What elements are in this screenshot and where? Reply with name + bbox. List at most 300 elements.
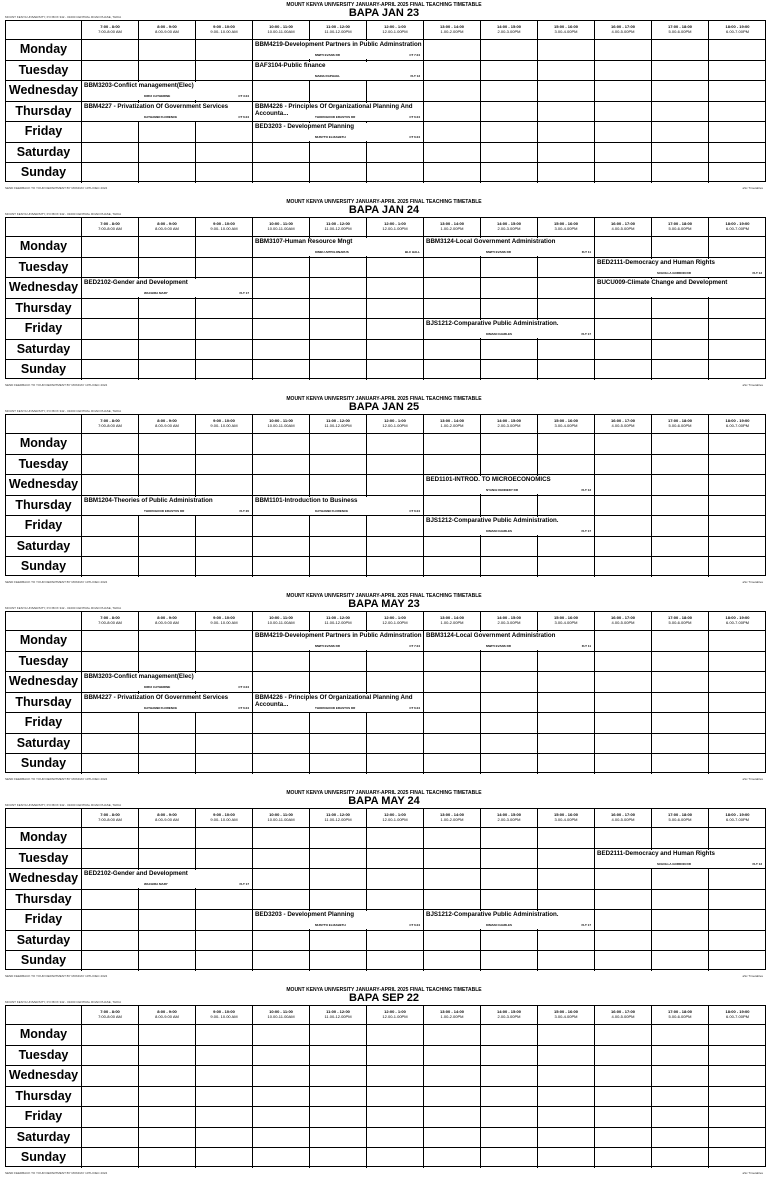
slot-cell[interactable] [253, 754, 310, 774]
slot-cell[interactable] [367, 828, 424, 848]
slot-cell[interactable] [538, 951, 595, 971]
slot-cell[interactable] [367, 1148, 424, 1168]
slot-cell[interactable] [82, 258, 139, 278]
slot-cell[interactable] [595, 1128, 652, 1148]
slot-cell[interactable] [139, 122, 196, 142]
slot-cell[interactable] [538, 360, 595, 380]
slot-cell[interactable] [196, 734, 253, 754]
slot-cell[interactable] [367, 81, 424, 101]
slot-cell[interactable] [310, 516, 367, 536]
slot-cell[interactable] [538, 122, 595, 142]
slot-cell[interactable] [367, 713, 424, 733]
slot-cell[interactable] [139, 61, 196, 81]
slot-cell[interactable] [424, 869, 481, 889]
slot-cell[interactable] [139, 828, 196, 848]
slot-cell[interactable] [196, 828, 253, 848]
slot-cell[interactable] [538, 672, 595, 692]
slot-cell[interactable] [424, 754, 481, 774]
slot-cell[interactable] [424, 299, 481, 319]
slot-cell[interactable] [253, 1107, 310, 1127]
slot-cell[interactable] [82, 299, 139, 319]
slot-cell[interactable] [310, 1066, 367, 1086]
slot-cell[interactable] [481, 496, 538, 516]
slot-cell[interactable] [196, 475, 253, 495]
slot-cell[interactable] [253, 537, 310, 557]
slot-cell[interactable] [652, 340, 709, 360]
slot-cell[interactable] [253, 434, 310, 454]
slot-cell[interactable] [253, 163, 310, 183]
slot-cell[interactable] [481, 931, 538, 951]
slot-cell[interactable] [82, 931, 139, 951]
slot-cell[interactable] [481, 713, 538, 733]
slot-cell[interactable] [481, 890, 538, 910]
slot-cell[interactable] [367, 1046, 424, 1066]
slot-cell[interactable] [481, 143, 538, 163]
slot-cell[interactable] [253, 1128, 310, 1148]
slot-cell[interactable] [424, 951, 481, 971]
slot-cell[interactable] [481, 557, 538, 577]
slot-cell[interactable] [538, 258, 595, 278]
slot-cell[interactable] [481, 360, 538, 380]
slot-cell[interactable] [367, 299, 424, 319]
slot-cell[interactable] [196, 360, 253, 380]
slot-cell[interactable] [196, 849, 253, 869]
slot-cell[interactable] [481, 434, 538, 454]
slot-cell[interactable] [652, 122, 709, 142]
slot-cell[interactable] [310, 1128, 367, 1148]
slot-cell[interactable] [253, 81, 310, 101]
slot-cell[interactable] [139, 40, 196, 60]
slot-cell[interactable] [82, 652, 139, 672]
slot-cell[interactable] [196, 631, 253, 651]
slot-cell[interactable] [481, 455, 538, 475]
slot-cell[interactable] [82, 40, 139, 60]
slot-cell[interactable] [424, 693, 481, 713]
slot-cell[interactable] [196, 61, 253, 81]
slot-cell[interactable] [253, 455, 310, 475]
slot-cell[interactable] [652, 734, 709, 754]
slot-cell[interactable] [196, 652, 253, 672]
slot-cell[interactable] [538, 734, 595, 754]
slot-cell[interactable] [253, 299, 310, 319]
slot-cell[interactable] [481, 1066, 538, 1086]
slot-cell[interactable] [424, 455, 481, 475]
slot-cell[interactable] [253, 672, 310, 692]
slot-cell[interactable] [367, 434, 424, 454]
slot-cell[interactable] [424, 278, 481, 298]
class-session[interactable] [426, 911, 593, 929]
slot-cell[interactable] [652, 455, 709, 475]
slot-cell[interactable] [538, 1087, 595, 1107]
slot-cell[interactable] [367, 869, 424, 889]
slot-cell[interactable] [196, 1148, 253, 1168]
slot-cell[interactable] [595, 869, 652, 889]
slot-cell[interactable] [538, 849, 595, 869]
slot-cell[interactable] [310, 537, 367, 557]
slot-cell[interactable] [595, 910, 652, 930]
slot-cell[interactable] [82, 61, 139, 81]
slot-cell[interactable] [82, 849, 139, 869]
slot-cell[interactable] [196, 455, 253, 475]
slot-cell[interactable] [424, 931, 481, 951]
slot-cell[interactable] [310, 672, 367, 692]
slot-cell[interactable] [652, 237, 709, 257]
class-session[interactable] [255, 62, 422, 80]
class-session[interactable] [84, 82, 251, 100]
slot-cell[interactable] [538, 61, 595, 81]
slot-cell[interactable] [196, 237, 253, 257]
slot-cell[interactable] [82, 340, 139, 360]
slot-cell[interactable] [595, 1066, 652, 1086]
slot-cell[interactable] [196, 1107, 253, 1127]
slot-cell[interactable] [367, 734, 424, 754]
slot-cell[interactable] [310, 931, 367, 951]
slot-cell[interactable] [424, 258, 481, 278]
slot-cell[interactable] [652, 869, 709, 889]
slot-cell[interactable] [82, 713, 139, 733]
class-session[interactable] [597, 259, 764, 277]
slot-cell[interactable] [595, 1148, 652, 1168]
class-session[interactable] [84, 673, 251, 691]
slot-cell[interactable] [196, 1066, 253, 1086]
slot-cell[interactable] [481, 828, 538, 848]
slot-cell[interactable] [367, 1128, 424, 1148]
slot-cell[interactable] [196, 516, 253, 536]
slot-cell[interactable] [139, 713, 196, 733]
slot-cell[interactable] [595, 557, 652, 577]
slot-cell[interactable] [196, 890, 253, 910]
slot-cell[interactable] [310, 869, 367, 889]
slot-cell[interactable] [652, 61, 709, 81]
slot-cell[interactable] [424, 713, 481, 733]
slot-cell[interactable] [652, 496, 709, 516]
slot-cell[interactable] [196, 557, 253, 577]
slot-cell[interactable] [538, 890, 595, 910]
slot-cell[interactable] [652, 537, 709, 557]
slot-cell[interactable] [424, 340, 481, 360]
slot-cell[interactable] [196, 299, 253, 319]
slot-cell[interactable] [652, 475, 709, 495]
slot-cell[interactable] [481, 537, 538, 557]
slot-cell[interactable] [595, 163, 652, 183]
slot-cell[interactable] [424, 672, 481, 692]
class-session[interactable] [255, 123, 422, 141]
slot-cell[interactable] [424, 1066, 481, 1086]
slot-cell[interactable] [424, 360, 481, 380]
slot-cell[interactable] [367, 258, 424, 278]
slot-cell[interactable] [424, 122, 481, 142]
slot-cell[interactable] [538, 340, 595, 360]
slot-cell[interactable] [652, 81, 709, 101]
slot-cell[interactable] [310, 340, 367, 360]
slot-cell[interactable] [139, 516, 196, 536]
slot-cell[interactable] [595, 890, 652, 910]
slot-cell[interactable] [367, 163, 424, 183]
slot-cell[interactable] [595, 61, 652, 81]
class-session[interactable] [255, 497, 422, 515]
slot-cell[interactable] [538, 828, 595, 848]
slot-cell[interactable] [538, 693, 595, 713]
slot-cell[interactable] [595, 1025, 652, 1045]
slot-cell[interactable] [595, 631, 652, 651]
class-session[interactable] [255, 694, 422, 712]
slot-cell[interactable] [82, 434, 139, 454]
slot-cell[interactable] [253, 143, 310, 163]
slot-cell[interactable] [310, 299, 367, 319]
slot-cell[interactable] [424, 496, 481, 516]
slot-cell[interactable] [652, 693, 709, 713]
slot-cell[interactable] [139, 319, 196, 339]
slot-cell[interactable] [139, 931, 196, 951]
slot-cell[interactable] [310, 360, 367, 380]
slot-cell[interactable] [82, 122, 139, 142]
slot-cell[interactable] [424, 434, 481, 454]
slot-cell[interactable] [253, 516, 310, 536]
slot-cell[interactable] [82, 557, 139, 577]
slot-cell[interactable] [367, 652, 424, 672]
slot-cell[interactable] [481, 652, 538, 672]
slot-cell[interactable] [82, 828, 139, 848]
slot-cell[interactable] [196, 951, 253, 971]
slot-cell[interactable] [481, 278, 538, 298]
slot-cell[interactable] [139, 237, 196, 257]
slot-cell[interactable] [82, 143, 139, 163]
slot-cell[interactable] [310, 1107, 367, 1127]
slot-cell[interactable] [196, 258, 253, 278]
slot-cell[interactable] [196, 434, 253, 454]
slot-cell[interactable] [139, 1066, 196, 1086]
slot-cell[interactable] [253, 890, 310, 910]
slot-cell[interactable] [253, 278, 310, 298]
slot-cell[interactable] [253, 1046, 310, 1066]
slot-cell[interactable] [538, 1107, 595, 1127]
slot-cell[interactable] [367, 143, 424, 163]
slot-cell[interactable] [652, 631, 709, 651]
slot-cell[interactable] [595, 299, 652, 319]
slot-cell[interactable] [652, 1046, 709, 1066]
slot-cell[interactable] [82, 1025, 139, 1045]
slot-cell[interactable] [196, 143, 253, 163]
slot-cell[interactable] [139, 1128, 196, 1148]
slot-cell[interactable] [196, 910, 253, 930]
slot-cell[interactable] [595, 672, 652, 692]
slot-cell[interactable] [310, 713, 367, 733]
slot-cell[interactable] [139, 1148, 196, 1168]
slot-cell[interactable] [310, 434, 367, 454]
slot-cell[interactable] [82, 910, 139, 930]
slot-cell[interactable] [139, 360, 196, 380]
slot-cell[interactable] [196, 713, 253, 733]
slot-cell[interactable] [481, 258, 538, 278]
slot-cell[interactable] [196, 340, 253, 360]
slot-cell[interactable] [538, 1148, 595, 1168]
slot-cell[interactable] [538, 40, 595, 60]
slot-cell[interactable] [196, 1025, 253, 1045]
slot-cell[interactable] [253, 340, 310, 360]
slot-cell[interactable] [652, 299, 709, 319]
slot-cell[interactable] [367, 672, 424, 692]
slot-cell[interactable] [310, 734, 367, 754]
slot-cell[interactable] [652, 1087, 709, 1107]
slot-cell[interactable] [367, 1087, 424, 1107]
slot-cell[interactable] [139, 910, 196, 930]
slot-cell[interactable] [196, 40, 253, 60]
slot-cell[interactable] [367, 557, 424, 577]
slot-cell[interactable] [196, 1087, 253, 1107]
slot-cell[interactable] [253, 475, 310, 495]
slot-cell[interactable] [481, 163, 538, 183]
class-session[interactable] [84, 870, 251, 888]
slot-cell[interactable] [253, 1087, 310, 1107]
slot-cell[interactable] [424, 652, 481, 672]
class-session[interactable] [255, 103, 422, 121]
class-session[interactable] [597, 850, 764, 868]
slot-cell[interactable] [139, 258, 196, 278]
slot-cell[interactable] [538, 931, 595, 951]
slot-cell[interactable] [310, 258, 367, 278]
slot-cell[interactable] [253, 828, 310, 848]
slot-cell[interactable] [595, 754, 652, 774]
slot-cell[interactable] [424, 40, 481, 60]
slot-cell[interactable] [82, 475, 139, 495]
slot-cell[interactable] [139, 1046, 196, 1066]
slot-cell[interactable] [595, 693, 652, 713]
slot-cell[interactable] [367, 951, 424, 971]
slot-cell[interactable] [424, 1025, 481, 1045]
slot-cell[interactable] [652, 1107, 709, 1127]
slot-cell[interactable] [538, 81, 595, 101]
slot-cell[interactable] [652, 557, 709, 577]
slot-cell[interactable] [139, 951, 196, 971]
slot-cell[interactable] [595, 434, 652, 454]
slot-cell[interactable] [310, 1046, 367, 1066]
slot-cell[interactable] [538, 143, 595, 163]
slot-cell[interactable] [538, 557, 595, 577]
slot-cell[interactable] [424, 890, 481, 910]
slot-cell[interactable] [595, 1107, 652, 1127]
slot-cell[interactable] [310, 81, 367, 101]
slot-cell[interactable] [538, 102, 595, 122]
slot-cell[interactable] [310, 1087, 367, 1107]
slot-cell[interactable] [367, 931, 424, 951]
slot-cell[interactable] [652, 40, 709, 60]
slot-cell[interactable] [595, 319, 652, 339]
slot-cell[interactable] [82, 455, 139, 475]
slot-cell[interactable] [538, 299, 595, 319]
slot-cell[interactable] [424, 102, 481, 122]
class-session[interactable] [597, 279, 764, 297]
slot-cell[interactable] [82, 1087, 139, 1107]
slot-cell[interactable] [595, 1046, 652, 1066]
slot-cell[interactable] [652, 652, 709, 672]
slot-cell[interactable] [424, 1128, 481, 1148]
slot-cell[interactable] [481, 1128, 538, 1148]
slot-cell[interactable] [139, 849, 196, 869]
slot-cell[interactable] [196, 537, 253, 557]
class-session[interactable] [426, 632, 593, 650]
slot-cell[interactable] [481, 869, 538, 889]
slot-cell[interactable] [424, 1046, 481, 1066]
slot-cell[interactable] [310, 163, 367, 183]
slot-cell[interactable] [652, 713, 709, 733]
slot-cell[interactable] [82, 516, 139, 536]
slot-cell[interactable] [139, 631, 196, 651]
slot-cell[interactable] [253, 1066, 310, 1086]
slot-cell[interactable] [481, 754, 538, 774]
slot-cell[interactable] [310, 278, 367, 298]
slot-cell[interactable] [595, 652, 652, 672]
slot-cell[interactable] [595, 951, 652, 971]
slot-cell[interactable] [424, 163, 481, 183]
class-session[interactable] [255, 632, 422, 650]
slot-cell[interactable] [139, 1087, 196, 1107]
slot-cell[interactable] [424, 734, 481, 754]
slot-cell[interactable] [652, 890, 709, 910]
slot-cell[interactable] [139, 1107, 196, 1127]
slot-cell[interactable] [367, 340, 424, 360]
slot-cell[interactable] [652, 754, 709, 774]
slot-cell[interactable] [139, 734, 196, 754]
slot-cell[interactable] [538, 434, 595, 454]
slot-cell[interactable] [139, 163, 196, 183]
slot-cell[interactable] [310, 652, 367, 672]
slot-cell[interactable] [652, 1148, 709, 1168]
slot-cell[interactable] [367, 754, 424, 774]
slot-cell[interactable] [367, 360, 424, 380]
slot-cell[interactable] [82, 631, 139, 651]
slot-cell[interactable] [481, 1087, 538, 1107]
slot-cell[interactable] [595, 931, 652, 951]
slot-cell[interactable] [652, 102, 709, 122]
slot-cell[interactable] [310, 754, 367, 774]
slot-cell[interactable] [253, 713, 310, 733]
slot-cell[interactable] [82, 360, 139, 380]
slot-cell[interactable] [367, 890, 424, 910]
slot-cell[interactable] [652, 143, 709, 163]
slot-cell[interactable] [481, 40, 538, 60]
slot-cell[interactable] [196, 1046, 253, 1066]
slot-cell[interactable] [82, 163, 139, 183]
slot-cell[interactable] [367, 319, 424, 339]
slot-cell[interactable] [310, 1148, 367, 1168]
slot-cell[interactable] [253, 931, 310, 951]
slot-cell[interactable] [595, 122, 652, 142]
slot-cell[interactable] [253, 652, 310, 672]
slot-cell[interactable] [196, 1128, 253, 1148]
slot-cell[interactable] [481, 693, 538, 713]
slot-cell[interactable] [481, 951, 538, 971]
slot-cell[interactable] [196, 122, 253, 142]
slot-cell[interactable] [82, 734, 139, 754]
slot-cell[interactable] [82, 237, 139, 257]
slot-cell[interactable] [82, 537, 139, 557]
slot-cell[interactable] [139, 754, 196, 774]
slot-cell[interactable] [82, 1107, 139, 1127]
class-session[interactable] [255, 238, 422, 256]
slot-cell[interactable] [481, 672, 538, 692]
slot-cell[interactable] [253, 849, 310, 869]
slot-cell[interactable] [481, 1046, 538, 1066]
slot-cell[interactable] [595, 102, 652, 122]
slot-cell[interactable] [538, 163, 595, 183]
slot-cell[interactable] [424, 143, 481, 163]
slot-cell[interactable] [139, 455, 196, 475]
slot-cell[interactable] [310, 319, 367, 339]
slot-cell[interactable] [196, 163, 253, 183]
slot-cell[interactable] [253, 319, 310, 339]
slot-cell[interactable] [652, 319, 709, 339]
slot-cell[interactable] [538, 1128, 595, 1148]
